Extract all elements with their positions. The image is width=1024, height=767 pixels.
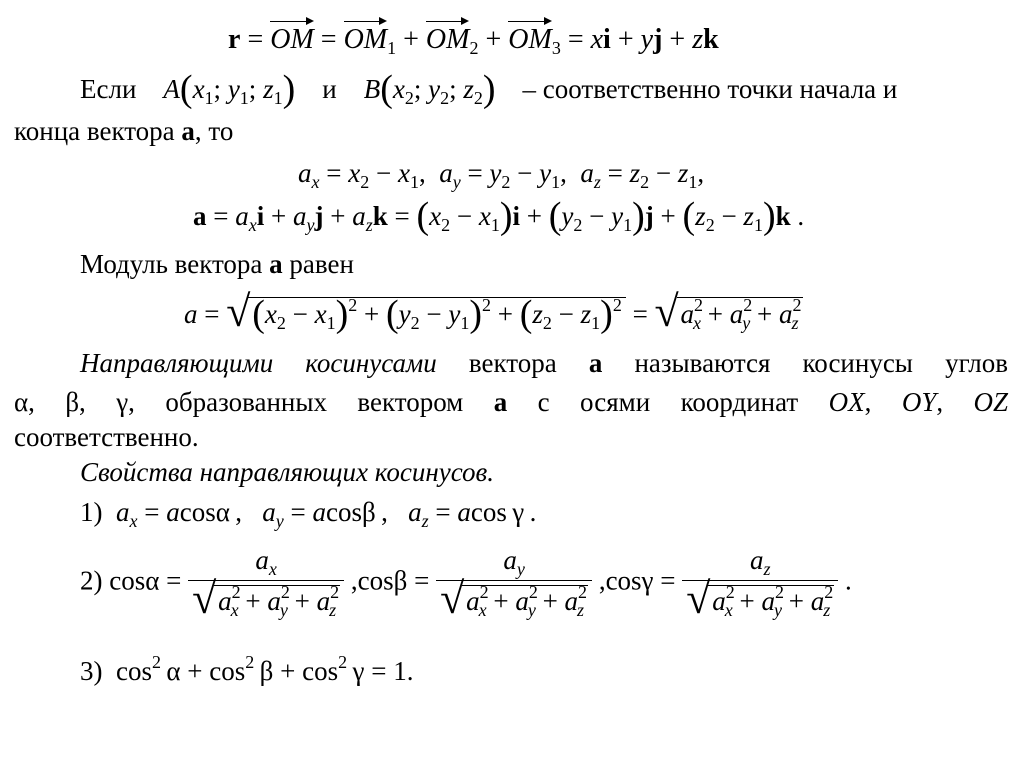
item-number: 1) [80,497,103,527]
text-and: и [322,74,337,104]
text: α, β, γ, образованных вектором [14,387,464,417]
vector-om1: OM [343,24,388,55]
coord-z: z [463,74,474,104]
term: Направляющими косинусами [80,348,437,378]
paragraph-direction-cosines-line3 [14,421,199,453]
plus-sign: + [669,24,686,55]
equation-radius-vector [228,24,719,56]
text: Модуль вектора [80,249,263,279]
paragraph-points-line2 [14,115,233,147]
point-a: A [163,74,180,104]
coord-x: x [192,74,205,104]
vector-r: r [228,24,241,55]
unit-k: k [703,24,719,55]
text: Свойства направляющих косинусов. [80,457,494,487]
var-x: x [590,24,604,55]
plus-sign: + [617,24,634,55]
text: с осями координат [537,387,799,417]
heading-properties [80,456,494,488]
property-1: 1) $a_x = acos\alpha$ , $a_y = acos\beta$ , $a_z = acos$ γ . [80,497,537,531]
text: равен [289,249,354,279]
equals-sign: = [247,24,264,55]
vector-om2: OM [425,24,470,55]
vector-a: a [588,348,603,378]
text-rest: – соответственно точки начала и [522,74,898,104]
item-number: 2) [80,565,103,596]
axis-ox: OX [828,387,865,417]
point-b: B [363,74,381,104]
text: называются косинусы углов [634,348,1008,378]
text: , то [194,116,234,146]
property-2: 2) cosα = $a_x$ √ $a^2_x + a^2_y + a^2_z$ ,cosβ = $a_y$ √ $a^2_x + a^2_y + a^2_z$ ,cosγ = $a_z$ √ $a^2_x + a^2_y + a^2_z$ . [80,545,852,623]
unit-i: i [603,24,611,55]
text: конца вектора [14,116,175,146]
axis-oy: OY [901,387,937,417]
paragraph-points: Если $A(x_1$; $y_1$; $z_1$) и $B(x_2$; $y_2$; $z_2$) – соответственно точки начала и [80,68,898,110]
equals-sign: = [320,24,337,55]
text: = 1. [371,656,414,686]
unit-j: j [653,24,663,55]
paragraph-modulus [80,248,354,280]
plus-sign: + [485,24,502,55]
item-number: 3) [80,656,103,686]
subscript: 1 [387,38,397,58]
equals-sign: = [567,24,584,55]
vector-om: OM [270,24,314,55]
paragraph-direction-cosines-line2: α, β, γ, образованных вектором a с осями координат OX, OY, OZ [14,387,1009,417]
property-3: 3) $\cos^2 \alpha + \cos^2 \beta + \cos^2 \gamma = 1$. [80,652,414,686]
paragraph-direction-cosines [80,347,1008,379]
subscript: 2 [469,38,479,58]
coord-z: z [263,74,274,104]
equation-components: $a_x = x_2 - x_1$, $a_y = y_2 - y_1$, $a_z = z_2 - z_1$, [298,158,705,192]
equation-decomposition: $a = a_xi + a_yj + a_zk = (x_2 - x_1)i + (y_2 - y_1)j + (z_2 - z_1)k$ . [193,195,805,237]
coord-y: y [428,74,441,104]
text: вектора [468,348,557,378]
plus-sign: + [403,24,419,55]
vector-om3: OM [508,24,552,55]
text-if: Если [80,74,137,104]
var-z: z [692,24,704,55]
text: соответственно. [14,422,199,452]
coord-y: y [227,74,240,104]
coord-x: x [392,74,405,104]
axis-oz: OZ [973,387,1009,417]
vector-a: a [269,249,283,279]
vector-a: a [181,116,195,146]
subscript: 3 [551,38,561,58]
var-y: y [640,24,654,55]
equation-modulus: a = √ $(x_2 - x_1)^2 + (y_2 - y_1)^2 + (z_2 - z_1)^2$ = √ $a^2_x + a^2_y + a^2_z$ [184,287,802,336]
